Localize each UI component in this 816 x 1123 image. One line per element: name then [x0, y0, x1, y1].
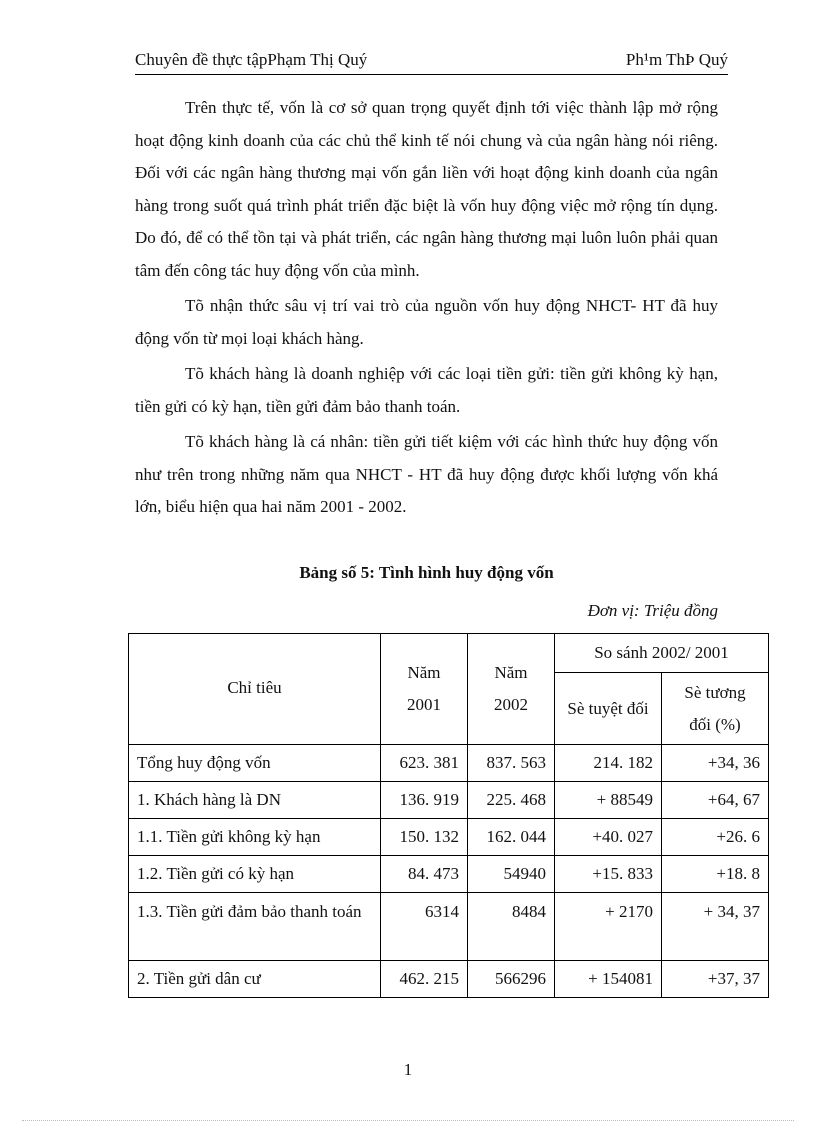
footer-divider — [22, 1120, 794, 1121]
table-row — [129, 782, 769, 819]
row-label: 2. Tiền gửi dân cư — [129, 961, 381, 998]
row-label: 1.1. Tiền gửi không kỳ hạn — [129, 819, 381, 856]
row-2001: 136. 919 — [381, 782, 468, 819]
header-year-2002-line1: Năm — [494, 663, 528, 682]
table-row — [129, 745, 769, 782]
table-row — [129, 856, 769, 893]
row-2002: 8484 — [468, 893, 555, 961]
row-relative: +26. 6 — [662, 819, 769, 856]
row-relative: +34, 36 — [662, 745, 769, 782]
header-year-2001 — [381, 634, 468, 745]
body-text — [135, 92, 718, 527]
page-number: 1 — [403, 1060, 413, 1079]
data-table — [128, 633, 769, 998]
paragraph: Tõ khách hàng là cá nhân: tiền gửi tiết kiệm với các hình thức huy động vốn như trên trong những năm qua NHCT - HT đã huy động được khối lượng vốn khá lớn, biểu hiện qua hai năm 2001 - 2002. — [135, 432, 718, 516]
header-absolute: Sè tuyệt đối — [555, 673, 662, 745]
table-title: Bảng số 5: Tình hình huy động vốn — [299, 563, 554, 582]
header-year-2001-line2: 2001 — [407, 695, 441, 714]
row-absolute: + 88549 — [555, 782, 662, 819]
row-2001: 84. 473 — [381, 856, 468, 893]
row-2001: 6314 — [381, 893, 468, 961]
header-compare: So sánh 2002/ 2001 — [555, 634, 769, 673]
paragraph: Trên thực tế, vốn là cơ sở quan trọng quyết định tới việc thành lập mở rộng hoạt động kinh doanh của các chủ thể kinh tế nói chung và của ngân hàng nói riêng. Đối với các ngân hàng thương mại vốn gắn liền với hoạt động kinh doanh của ngân hàng trong suốt quá trình phát triển đặc biệt là vốn huy động việc mở rộng tín dụng. Do đó, để có thể tồn tại và phát triển, các ngân hàng thương mại luôn luôn phải quan tâm đến công tác huy động vốn của mình. — [135, 98, 718, 280]
header-indicator-label: Chỉ tiêu — [227, 678, 282, 697]
row-relative: +64, 67 — [662, 782, 769, 819]
header-relative — [662, 673, 769, 745]
header-year-2001-line1: Năm — [407, 663, 441, 682]
row-label: 1.2. Tiền gửi có kỳ hạn — [129, 856, 381, 893]
header-indicator — [129, 634, 381, 745]
paragraph: Tõ nhận thức sâu vị trí vai trò của nguồn vốn huy động NHCT- HT đã huy động vốn từ mọi loại khách hàng. — [135, 296, 718, 348]
row-2001: 462. 215 — [381, 961, 468, 998]
row-relative: + 34, 37 — [662, 893, 769, 961]
row-label: Tổng huy động vốn — [129, 745, 381, 782]
row-label: 1. Khách hàng là DN — [129, 782, 381, 819]
row-label: 1.3. Tiền gửi đảm bảo thanh toán — [129, 893, 381, 961]
paragraph: Tõ khách hàng là doanh nghiệp với các loại tiền gửi: tiền gửi không kỳ hạn, tiền gửi có kỳ hạn, tiền gửi đảm bảo thanh toán. — [135, 364, 718, 416]
row-absolute: 214. 182 — [555, 745, 662, 782]
header-year-2002 — [468, 634, 555, 745]
row-absolute: + 2170 — [555, 893, 662, 961]
table-row — [129, 819, 769, 856]
row-2002: 837. 563 — [468, 745, 555, 782]
table-unit: Đơn vị: Triệu đồng — [587, 601, 718, 620]
row-2001: 623. 381 — [381, 745, 468, 782]
row-2002: 54940 — [468, 856, 555, 893]
row-absolute: + 154081 — [555, 961, 662, 998]
row-2001: 150. 132 — [381, 819, 468, 856]
row-2002: 225. 468 — [468, 782, 555, 819]
header-year-2002-line2: 2002 — [494, 695, 528, 714]
row-relative: +37, 37 — [662, 961, 769, 998]
row-relative: +18. 8 — [662, 856, 769, 893]
row-2002: 162. 044 — [468, 819, 555, 856]
table-header-row — [129, 634, 769, 673]
row-2002: 566296 — [468, 961, 555, 998]
header-relative-line2: đối (%) — [689, 714, 741, 734]
page-header — [135, 48, 728, 75]
table-row — [129, 893, 769, 961]
header-relative-line1: Sè tương — [684, 682, 746, 702]
table-row — [129, 961, 769, 998]
row-absolute: +15. 833 — [555, 856, 662, 893]
header-left-text: Chuyên đề thực tậpPhạm Thị Quý — [135, 50, 368, 69]
row-absolute: +40. 027 — [555, 819, 662, 856]
header-right-text: Ph¹m ThÞ Quý — [625, 50, 728, 69]
